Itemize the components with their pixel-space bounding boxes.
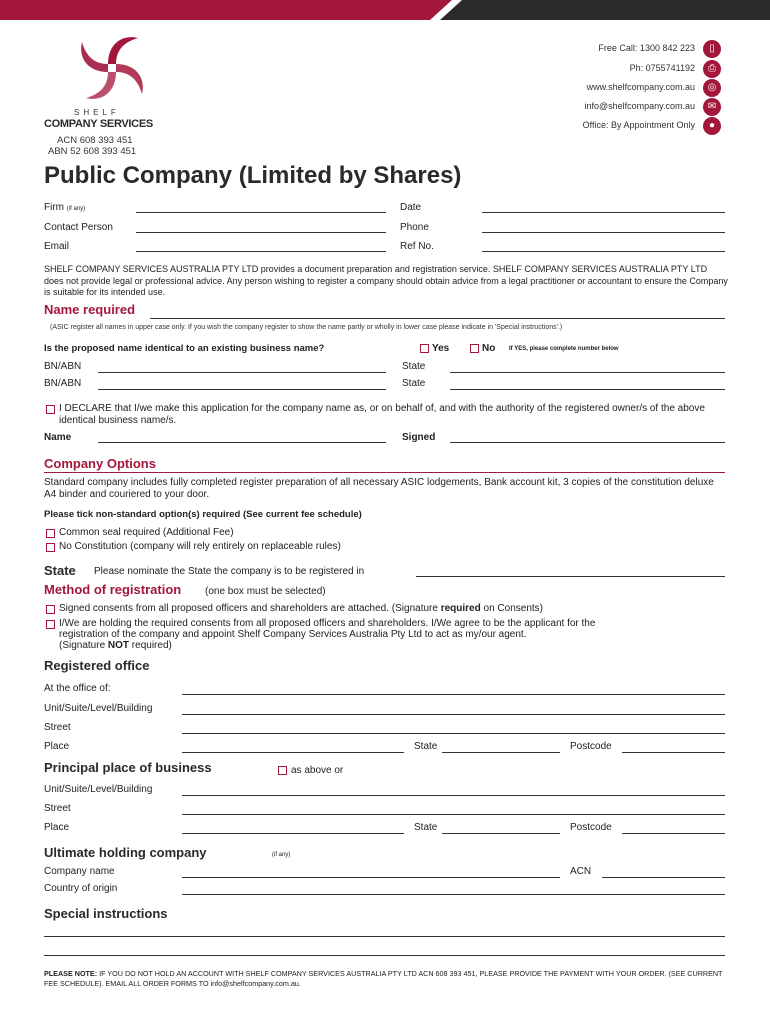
date-label: Date <box>400 202 422 213</box>
holding-consents-sig <box>59 640 172 651</box>
ro-place-field[interactable] <box>182 752 404 753</box>
pp-postcode-label: Postcode <box>570 822 612 833</box>
ro-street-field[interactable] <box>182 733 725 734</box>
name-required-field[interactable] <box>150 318 725 319</box>
ro-street-label: Street <box>44 722 71 733</box>
globe-icon: ◎ <box>703 79 721 97</box>
contact-text-2[interactable]: www.shelfcompany.com.au <box>586 82 695 92</box>
phone-icon: ▯ <box>703 40 721 58</box>
no-constitution-checkbox[interactable] <box>46 543 55 552</box>
as-above-checkbox[interactable] <box>278 766 287 775</box>
phone-field[interactable] <box>482 232 725 233</box>
footer-note-bold: PLEASE NOTE: <box>44 969 98 978</box>
pp-unit-label: Unit/Suite/Level/Building <box>44 784 153 795</box>
footer-note-text: IF YOU DO NOT HOLD AN ACCOUNT WITH SHELF COMPANY SERVICES AUSTRALIA PTY LTD ACN 608 393 451, PLEASE PROVIDE THE PAYMENT WITH YOUR ORDER. (SEE CURRENT FEE SCHEDULE). EMAIL ALL ORDER FORMS TO info@shelfcompany.com.au. <box>44 969 723 988</box>
country-origin-field[interactable] <box>182 894 725 895</box>
company-options-heading: Company Options <box>44 456 156 471</box>
signed-consents-text-end: on Consents) <box>480 603 543 614</box>
ref-no-field[interactable] <box>482 251 725 252</box>
pp-postcode-field[interactable] <box>622 833 725 834</box>
signed-consents-text: Signed consents from all proposed officers and shareholders are attached. (Signature <box>59 603 441 614</box>
yes-checkbox[interactable] <box>420 344 429 353</box>
principal-place-heading: Principal place of business <box>44 760 212 775</box>
bn-abn-field-1[interactable] <box>98 372 386 373</box>
ro-unit-label: Unit/Suite/Level/Building <box>44 703 153 714</box>
holding-company-heading: Ultimate holding company <box>44 845 207 860</box>
yes-label: Yes <box>432 343 450 354</box>
common-seal-checkbox[interactable] <box>46 529 55 538</box>
ro-place-label: Place <box>44 741 70 752</box>
contact-text-3[interactable]: info@shelfcompany.com.au <box>584 101 695 111</box>
pp-unit-field[interactable] <box>182 795 725 796</box>
bn-abn-field-2[interactable] <box>98 389 386 390</box>
bn-abn-label-2: BN/ABN <box>44 378 82 389</box>
ro-postcode-field[interactable] <box>622 752 725 753</box>
logo-shelf-text: SHELF <box>74 108 120 117</box>
printer-icon: ⎙ <box>703 60 721 78</box>
pp-street-label: Street <box>44 803 71 814</box>
bn-abn-label-1: BN/ABN <box>44 361 82 372</box>
holding-acn-field[interactable] <box>602 877 725 878</box>
contact-text-1: Ph: 0755741192 <box>629 63 695 73</box>
sig-bold: NOT <box>107 640 130 651</box>
email-field[interactable] <box>136 251 386 252</box>
at-office-label: At the office of: <box>44 683 111 694</box>
firm-note: (if any) <box>66 206 86 212</box>
name-required-heading: Name required <box>44 302 136 317</box>
tick-options-label: Please tick non-standard option(s) required (See current fee schedule) <box>44 509 362 520</box>
footer-note <box>44 969 728 989</box>
company-options-divider <box>44 472 725 473</box>
company-name-field[interactable] <box>182 877 560 878</box>
company-name-label: Company name <box>44 866 115 877</box>
state-heading: State <box>44 563 76 578</box>
holding-company-note: (if any) <box>272 852 291 858</box>
no-label: No <box>482 343 496 354</box>
state-nominate-text: Please nominate the State the company is to be registered in <box>94 566 365 577</box>
sig-text-end: required) <box>129 640 172 651</box>
firm-label <box>44 202 85 213</box>
special-instructions-heading: Special instructions <box>44 906 168 921</box>
at-office-field[interactable] <box>182 694 725 695</box>
special-instructions-line-1[interactable] <box>44 936 725 937</box>
ro-postcode-label: Postcode <box>570 741 612 752</box>
state-label-1: State <box>402 361 426 372</box>
holding-consents-checkbox[interactable] <box>46 620 55 629</box>
firm-label-text: Firm <box>44 202 64 213</box>
pp-state-label: State <box>414 822 438 833</box>
signed-consents-bold: required <box>440 603 481 614</box>
state-field-1[interactable] <box>450 372 725 373</box>
pp-place-field[interactable] <box>182 833 404 834</box>
phone-label: Phone <box>400 222 429 233</box>
no-checkbox[interactable] <box>470 344 479 353</box>
contact-text-0: Free Call: 1300 842 223 <box>598 43 695 53</box>
name-required-note: (ASIC register all names in upper case only. If you wish the company register to show the name partly or wholly in lower case please indicate in 'Special instructions'.) <box>50 324 563 331</box>
firm-field[interactable] <box>136 212 386 213</box>
signed-consents-checkbox[interactable] <box>46 605 55 614</box>
date-field[interactable] <box>482 212 725 213</box>
email-icon: ✉ <box>703 98 721 116</box>
registered-office-heading: Registered office <box>44 658 150 673</box>
contact-person-field[interactable] <box>136 232 386 233</box>
holding-consents-line2: registration of the company and appoint Shelf Company Services Australia Pty Ltd to act as my/our agent. <box>59 629 527 640</box>
state-field-2[interactable] <box>450 389 725 390</box>
pp-state-field[interactable] <box>442 833 560 834</box>
signed-field[interactable] <box>450 442 725 443</box>
declare-text: I DECLARE that I/we make this application for the company name as, or on behalf of, and with the authority of the registered owner/s of the above identical business name/s. <box>59 403 705 426</box>
special-instructions-line-2[interactable] <box>44 955 725 956</box>
no-constitution-label: No Constitution (company will rely entirely on replaceable rules) <box>59 541 341 552</box>
page-title: Public Company (Limited by Shares) <box>44 162 462 189</box>
abn-text: ABN 52 608 393 451 <box>48 146 137 157</box>
declare-name-field[interactable] <box>98 442 386 443</box>
sig-text: (Signature <box>59 640 108 651</box>
header-bar-graphic <box>0 0 770 20</box>
company-options-desc: Standard company includes fully completed register preparation of all necessary ASIC lodgements, Bank account kit, 3 copies of the constitution deluxe A4 binder and couriered to your door. <box>44 477 714 500</box>
method-heading: Method of registration <box>44 582 182 597</box>
holding-consents-line1: I/We are holding the required consents from all proposed officers and shareholders. I/We agree to be the applicant for the <box>59 618 596 629</box>
ro-state-field[interactable] <box>442 752 560 753</box>
common-seal-label: Common seal required (Additional Fee) <box>59 527 234 538</box>
signed-label: Signed <box>402 432 436 443</box>
acn-text: ACN 608 393 451 <box>57 135 133 146</box>
ro-state-label: State <box>414 741 438 752</box>
pp-place-label: Place <box>44 822 70 833</box>
pp-street-field[interactable] <box>182 814 725 815</box>
email-label: Email <box>44 241 70 252</box>
state-label-2: State <box>402 378 426 389</box>
yes-note: If YES, please complete number below <box>509 346 619 352</box>
logo-company-services-text: COMPANY SERVICES <box>44 118 153 130</box>
header-bar <box>0 0 770 20</box>
location-pin-icon: ● <box>703 117 721 135</box>
signed-consents-label <box>59 603 543 614</box>
company-logo <box>44 30 164 130</box>
declare-checkbox[interactable] <box>46 405 55 414</box>
state-nominate-field[interactable] <box>416 576 725 577</box>
declare-name-label: Name <box>44 432 72 443</box>
logo-swirl-icon <box>44 30 164 108</box>
country-origin-label: Country of origin <box>44 883 118 894</box>
identical-name-question: Is the proposed name identical to an existing business name? <box>44 343 325 354</box>
disclaimer-text: SHELF COMPANY SERVICES AUSTRALIA PTY LTD provides a document preparation and registration service. SHELF COMPANY SERVICES AUSTRALIA PTY LTD does not provide legal or professional advice. Any person wishing to register a company should obtain advice from a legal practitioner or accountant to ensure the Company is suitable for its intended use. <box>44 264 728 297</box>
ro-unit-field[interactable] <box>182 714 725 715</box>
contact-text-4: Office: By Appointment Only <box>582 120 695 130</box>
ref-no-label: Ref No. <box>400 241 434 252</box>
holding-acn-label: ACN <box>570 866 592 877</box>
contact-person-label: Contact Person <box>44 222 113 233</box>
as-above-label: as above or <box>291 765 344 776</box>
method-note: (one box must be selected) <box>205 586 326 597</box>
